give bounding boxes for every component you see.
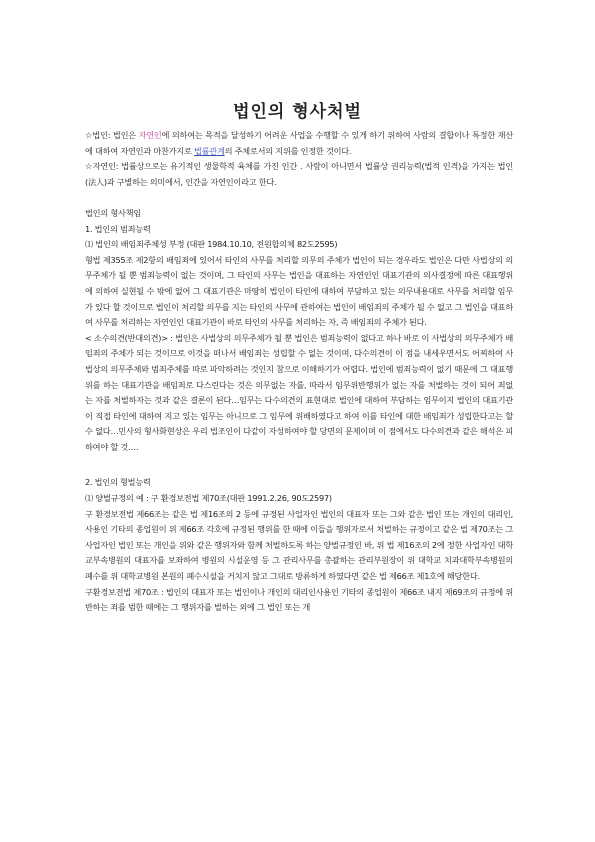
spacer (85, 455, 513, 475)
definition-suffix: 의 주체로서의 지위를 인정한 것이다. (224, 145, 352, 156)
definition-natural-person: ☆자연인: 법률상으로는 유기적인 생물학적 육체를 가진 인간 . 사람이 아니면서 법률상 권리능력(법적 인격)을 가지는 법인(法人)과 구별하는 의미에서, 인간을 자연인이라고 한다. (85, 161, 513, 187)
natural-person-link[interactable]: 자연인 (138, 130, 162, 140)
s2-case: ⑴ 양벌규정의 예 : 구 환경보전법 제70조(대판 1991.2.26, 90도2597) (85, 493, 332, 504)
s2-paragraph-1: 구 환경보전법 제66조는 같은 법 제16조의 2 등에 규정된 사업자인 법인의 대표자 또는 그와 같은 법인 또는 개인의 대리인, 사용인 기타의 종업원이 위 제66조 각호에 규정된 행위를 한 때에 이들을 행위자로서 처벌하는 규정이고 같은 법 제70조는 그 사업자인 법인 또는 개인을 위와 같은 행위자와 함께 처벌하도록 하는 양벌규정인 바, 위 법 제16조의 2에 정한 사업자인 대학교부속병원의 대표자를 보좌하여 병원의 시설운영 등 그 관리사무를 총괄하는 관리부원장이 위 대학교 치과대학부속병원의 폐수를 위 대학교병원 본원의 폐수시설을 거치지 않고 그대로 방류하게 하였다면 같은 법 제66조 제1호에 해당한다. (85, 508, 513, 582)
legal-relation-link[interactable]: 법률관계 (193, 145, 225, 156)
definition-prefix: ☆법인: 법인은 (85, 130, 139, 140)
spacer (85, 190, 513, 206)
s2-paragraph-2: 구환경보전법 제70조 : 법인의 대표자 또는 법인이나 개인의 대리인사용인 기타의 종업원이 제66조 내지 제69조의 규정에 위반하는 죄를 범한 때에는 그 행위자를 벌하는 외에 그 법인 또는 개 (85, 586, 513, 613)
definition-corporation (85, 128, 513, 159)
definition-middle: 에 의하여는 목적을 달성하기 어려운 사업을 수행할 수 있게 하기 위하여 사람의 결합이나 특정한 재산에 대하여 자연인과 마찬가지로 (85, 130, 513, 156)
s1-heading: 1. 법인의 범죄능력 (85, 223, 151, 234)
s1-paragraph-2: < 소수의견(반대의견)> : 법인은 사법상의 의무주체가 될 뿐 법인은 범죄능력이 없다고 하나 바로 이 사법상의 의무주체가 배임죄의 주체가 되는 것이므로 이것을 떠나서 배임죄는 성립할 수 없는 것이며, 다수의견이 이 점을 내세우면서도 어찌하여 사법상의 의무주체와 범죄주체를 따로 파악하려는 것인지 참으로 이해하기가 어렵다. 법인에 범죄능력이 없기 때문에 그 대표행위를 하는 대표기관을 배임죄로 다스린다는 것은 의무없는 자를, 따라서 임무위반행위가 없는 자를 처벌하는 것이 되어 죄없는 자를 처벌하자는 것과 같은 결론이 된다…임무는 다수의견의 표현대로 법인에 대하여 부담하는 임무이지 법인의 대표기관이 직접 타인에 대하여 지고 있는 임무는 아니므로 그 임무에 위배하였다고 하여 이를 타인에 대한 배임죄가 성립한다고는 할 수 없다…민사의 형사화현상은 우리 법조인이 다같이 자성하여야 할 당면의 문제이며 이 점에서도 다수의견과 같은 해석은 피하여야 할 것…. (85, 332, 513, 452)
document-body (85, 128, 513, 616)
s1-case: ⑴ 법인의 배임죄주체성 부정 (대판 1984.10.10, 전원합의체 82도2595) (85, 239, 338, 250)
section-heading: 법인의 형사책임 (85, 207, 141, 218)
page-title: 법인의 형사처벌 (233, 102, 362, 122)
s1-paragraph-1: 형법 제355조 제2항의 배임죄에 있어서 타인의 사무를 처리할 의무의 주체가 법인이 되는 경우라도 법인은 다만 사법상의 의무주체가 될 뿐 범죄능력이 없는 것이며, 그 타인의 사무는 법인을 대표하는 자연인인 대표기관의 의사결정에 따른 대표행위에 의하여 실현될 수 밖에 없어 그 대표기관은 마땅히 법인이 타인에 대하여 부담하고 있는 의무내용대로 사무를 처리할 임무가 있다 할 것이므로 법인이 처리할 의무를 지는 타인의 사무에 관하여는 법인이 배임죄의 주체가 될 수 없고 그 법인을 대표하여 사무를 처리하는 자연인인 대표기관이 바로 타인의 사무를 처리하는 자, 즉 배임죄의 주체가 된다. (85, 254, 513, 328)
s2-heading: 2. 법인의 형벌능력 (85, 477, 151, 488)
